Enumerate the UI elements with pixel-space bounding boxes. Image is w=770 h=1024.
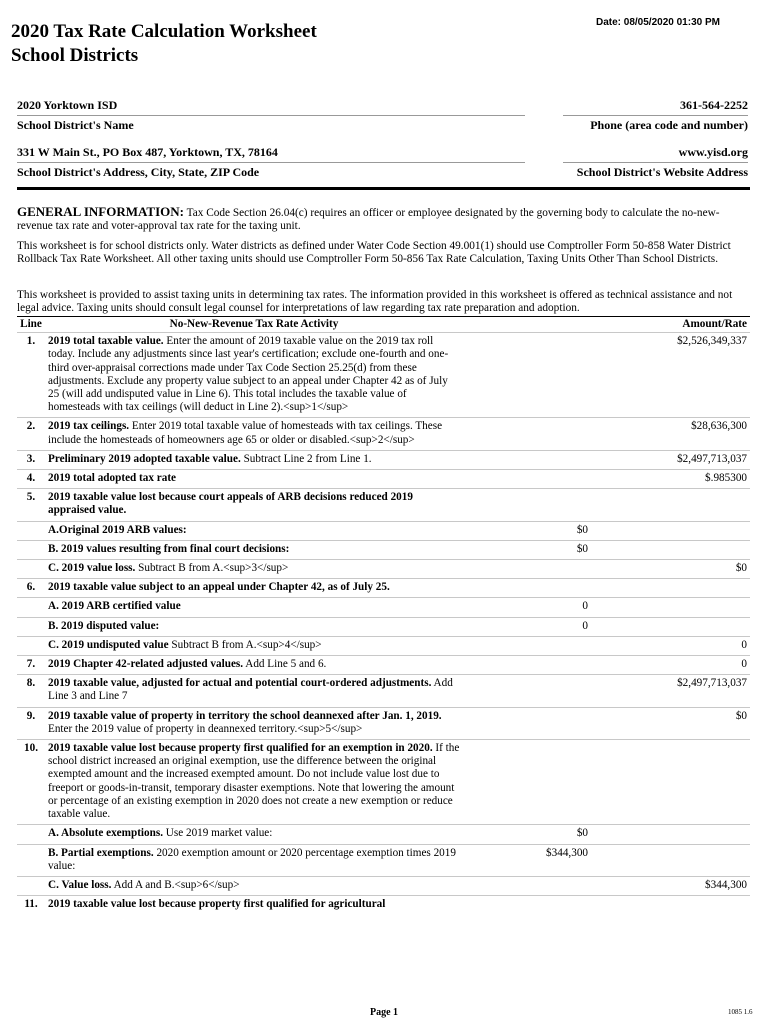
row-description-bold: 2019 Chapter 42-related adjusted values. [48, 658, 244, 671]
row-amount [591, 825, 750, 844]
row-amount [591, 540, 750, 559]
row-amount [591, 896, 750, 915]
row-description-text: Enter the amount of 2019 taxable value on the 2019 tax roll today. Include any adjustments since last year's certification; exclude one-fourth and one-third over-appraisal corrections made under Tax Code Section 25.25(d) from these adjustments. Exclude any property value subject to an appeal under Chapter 42 as of July 25 (will add undisputed value in Line 6). This total includes the taxable value of homesteads with tax ceilings (will deduct in Line 2).<sup>1</sup> [48, 335, 449, 414]
general-info-para-3: This worksheet is provided to assist taxing units in determining tax rates. The information provided in this worksheet is offered as technical assistance and not legal advice. Taxing units should consult legal counsel for interpretations of law regarding tax rate preparation and adoption. [17, 289, 733, 314]
row-amount: 0 [591, 636, 750, 655]
address-value: 331 W Main St., PO Box 487, Yorktown, TX, 78164 [17, 145, 525, 163]
phone-value: 361-564-2252 [563, 98, 748, 116]
row-sub-amount [463, 470, 591, 489]
table-row [17, 470, 750, 489]
row-amount: 0 [591, 656, 750, 675]
row-amount: $28,636,300 [591, 418, 750, 450]
row-line-number: 10. [17, 740, 45, 825]
row-description-bold: 2019 tax ceilings. [48, 420, 130, 433]
row-amount [591, 740, 750, 825]
row-amount [591, 844, 750, 876]
table-row [17, 656, 750, 675]
row-description-text: Subtract B from A.<sup>4</sup> [168, 638, 322, 651]
row-description-bold: B. Partial exemptions. [48, 846, 154, 859]
row-description [45, 707, 463, 739]
row-description-bold: 2019 taxable value lost because property first qualified for agricultural [48, 898, 386, 911]
row-description [45, 579, 463, 598]
row-description-text: Add Line 3 and Line 7 [48, 677, 453, 703]
col-line-header: Line [17, 317, 45, 333]
row-description-text: 2020 exemption amount or 2020 percentage exemption times 2019 value: [48, 846, 456, 872]
row-sub-amount [463, 333, 591, 418]
district-name-value: 2020 Yorktown ISD [17, 98, 525, 116]
row-line-number: 3. [17, 450, 45, 469]
row-description [45, 876, 463, 895]
row-description-bold: B. 2019 disputed value: [48, 619, 160, 632]
table-row [17, 617, 750, 636]
row-description-bold: 2019 taxable value of property in territory the school deannexed after Jan. 1, 2019. [48, 709, 442, 722]
row-line-number [17, 598, 45, 617]
col-amount-header: Amount/Rate [591, 317, 750, 333]
row-line-number: 8. [17, 675, 45, 707]
row-line-number: 7. [17, 656, 45, 675]
row-sub-amount [463, 876, 591, 895]
row-line-number: 4. [17, 470, 45, 489]
row-description-text: Add Line 5 and 6. [243, 658, 327, 671]
row-description-bold: 2019 taxable value subject to an appeal under Chapter 42, as of July 25. [48, 581, 390, 594]
general-info-heading: GENERAL INFORMATION: [17, 204, 184, 219]
col-sub-header [463, 317, 591, 333]
row-description-text: Enter the 2019 value of property in deannexed territory.<sup>5</sup> [48, 722, 363, 735]
row-line-number [17, 540, 45, 559]
row-sub-amount [463, 560, 591, 579]
table-row [17, 844, 750, 876]
row-description [45, 896, 463, 915]
phone-label: Phone (area code and number) [590, 118, 748, 132]
row-sub-amount [463, 896, 591, 915]
row-sub-amount [463, 675, 591, 707]
website-label: School District's Website Address [576, 165, 748, 179]
row-description-text: Enter 2019 total taxable value of homesteads with tax ceilings. These include the homesteads of homeowners age 65 or older or disabled.<sup>2</sup> [48, 420, 443, 446]
page-title [11, 20, 317, 68]
row-description [45, 470, 463, 489]
row-description [45, 560, 463, 579]
row-description [45, 636, 463, 655]
row-sub-amount [463, 418, 591, 450]
row-description [45, 418, 463, 450]
address-label: School District's Address, City, State, ZIP Code [17, 165, 260, 179]
row-amount: $0 [591, 707, 750, 739]
table-row [17, 418, 750, 450]
row-line-number: 5. [17, 489, 45, 521]
table-row [17, 740, 750, 825]
row-amount [591, 598, 750, 617]
row-amount: $2,497,713,037 [591, 450, 750, 469]
row-sub-amount: $0 [463, 540, 591, 559]
row-description-bold: A.Original 2019 ARB values: [48, 523, 187, 536]
row-amount: $2,526,349,337 [591, 333, 750, 418]
row-line-number: 11. [17, 896, 45, 915]
row-description [45, 489, 463, 521]
date-stamp: Date: 08/05/2020 01:30 PM [596, 17, 720, 28]
row-description [45, 450, 463, 469]
row-description-text: Subtract B from A.<sup>3</sup> [135, 562, 289, 575]
col-activity-header: No-New-Revenue Tax Rate Activity [45, 317, 463, 333]
row-description [45, 333, 463, 418]
row-description [45, 844, 463, 876]
row-amount [591, 579, 750, 598]
row-description [45, 540, 463, 559]
table-row [17, 675, 750, 707]
table-body [17, 333, 750, 915]
general-info [17, 205, 750, 233]
website-value: www.yisd.org [563, 145, 748, 163]
table-row [17, 707, 750, 739]
row-description-text: If the school district increased an original exemption, use the difference between the original exempted amount and the increased exempted amount. Do not include value lost due to freeport or goods-in-transit, temporary disaster exemptions. Note that lowering the amount or percentage of an existing exemption in 2020 does not create a new exemption or reduce taxable value. [48, 742, 460, 821]
row-sub-amount [463, 450, 591, 469]
row-description-text: Add A and B.<sup>6</sup> [111, 878, 240, 891]
row-description-bold: A. Absolute exemptions. [48, 827, 163, 840]
row-line-number [17, 617, 45, 636]
row-description-text: Subtract Line 2 from Line 1. [240, 452, 372, 465]
row-line-number [17, 876, 45, 895]
page-number: Page 1 [370, 1007, 399, 1018]
section-divider [17, 187, 750, 190]
row-description-bold: 2019 taxable value lost because property first qualified for an exemption in 2020. [48, 742, 433, 755]
row-description-bold: A. 2019 ARB certified value [48, 600, 181, 613]
title-line-1: 2020 Tax Rate Calculation Worksheet [11, 21, 317, 42]
table-row [17, 489, 750, 521]
row-line-number: 9. [17, 707, 45, 739]
row-description-bold: C. Value loss. [48, 878, 112, 891]
row-description [45, 740, 463, 825]
row-line-number: 2. [17, 418, 45, 450]
row-sub-amount: 0 [463, 598, 591, 617]
row-line-number: 1. [17, 333, 45, 418]
table-row [17, 896, 750, 915]
row-sub-amount: $344,300 [463, 844, 591, 876]
row-description [45, 675, 463, 707]
row-description-bold: C. 2019 undisputed value [48, 638, 169, 651]
row-description-bold: C. 2019 value loss. [48, 562, 136, 575]
general-info-text: Tax Code Section 26.04(c) requires an officer or employee designated by the governing body to calculate the no-new-revenue tax rate and voter-approval tax rate for the taxing unit. [17, 207, 720, 232]
row-description-text: Use 2019 market value: [163, 827, 273, 840]
table-row [17, 521, 750, 540]
row-description-bold: 2019 total adopted tax rate [48, 472, 177, 485]
title-line-2: School Districts [11, 45, 139, 66]
row-description [45, 656, 463, 675]
row-description [45, 825, 463, 844]
row-line-number [17, 636, 45, 655]
table-row [17, 636, 750, 655]
district-name-label: School District's Name [17, 118, 134, 132]
row-description-bold: B. 2019 values resulting from final court decisions: [48, 542, 290, 555]
table-row [17, 598, 750, 617]
row-amount: $2,497,713,037 [591, 675, 750, 707]
table-row [17, 579, 750, 598]
row-description [45, 617, 463, 636]
row-sub-amount [463, 656, 591, 675]
row-sub-amount: $0 [463, 825, 591, 844]
form-code: 1085 1.6 [728, 1008, 753, 1016]
row-amount: $0 [591, 560, 750, 579]
row-description [45, 598, 463, 617]
row-sub-amount [463, 579, 591, 598]
row-amount [591, 521, 750, 540]
general-info-para-2: This worksheet is for school districts only. Water districts as defined under Water Code Section 49.001(1) should use Comptroller Form 50-858 Water District Rollback Tax Rate Worksheet. All other taxing units should use Comptroller Form 50-856 Tax Rate Calculation, Taxing Units Other Than School Districts. [17, 240, 731, 265]
row-amount [591, 489, 750, 521]
row-description-bold: 2019 total taxable value. [48, 335, 164, 348]
row-sub-amount [463, 636, 591, 655]
row-sub-amount [463, 740, 591, 825]
row-line-number [17, 560, 45, 579]
row-description [45, 521, 463, 540]
table-row [17, 540, 750, 559]
table-header-row [17, 317, 750, 333]
row-line-number [17, 825, 45, 844]
table-row [17, 876, 750, 895]
worksheet-table [17, 316, 750, 914]
row-description-bold: 2019 taxable value, adjusted for actual and potential court-ordered adjustments. [48, 677, 432, 690]
table-row [17, 560, 750, 579]
row-description-bold: Preliminary 2019 adopted taxable value. [48, 452, 241, 465]
row-sub-amount: $0 [463, 521, 591, 540]
row-line-number [17, 521, 45, 540]
table-row [17, 333, 750, 418]
row-line-number [17, 844, 45, 876]
table-row [17, 450, 750, 469]
row-line-number: 6. [17, 579, 45, 598]
row-sub-amount [463, 489, 591, 521]
row-amount: $.985300 [591, 470, 750, 489]
row-sub-amount: 0 [463, 617, 591, 636]
row-description-bold: 2019 taxable value lost because court appeals of ARB decisions reduced 2019 appraised value. [48, 491, 413, 517]
row-amount [591, 617, 750, 636]
table-row [17, 825, 750, 844]
row-amount: $344,300 [591, 876, 750, 895]
row-sub-amount [463, 707, 591, 739]
